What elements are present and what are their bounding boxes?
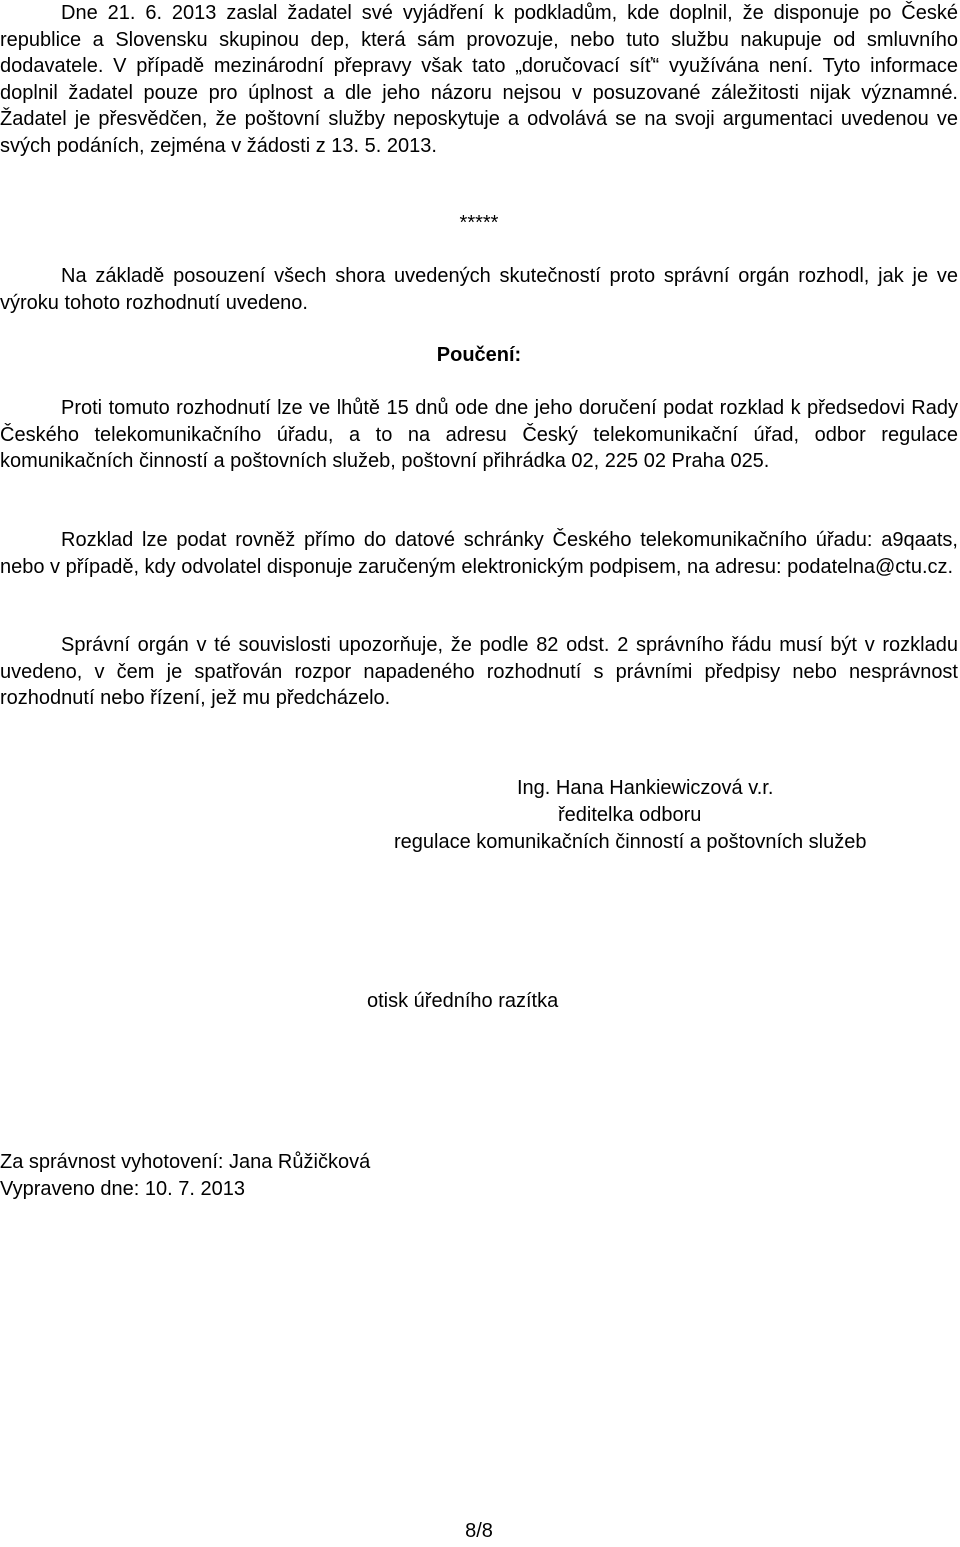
instruction-heading: Poučení: [436, 344, 522, 366]
page-number: 8/8 [465, 1520, 493, 1542]
paragraph-appeal-instruction: Proti tomuto rozhodnutí lze ve lhůtě 15 dnů ode dne jeho doručení podat rozklad k předsedovi Rady Českého telekomunikačního úřadu, a to na adresu Český telekomunikační úřad, odbor regulace komunikačních činností a poštovních služeb, poštovní přihrádka 02, 225 02 Praha 025. [0, 397, 958, 472]
signatory-department: regulace komunikačních činností a poštovních služeb [394, 831, 867, 853]
paragraph-data-box: Rozklad lze podat rovněž přímo do datové schránky Českého telekomunikačního úřadu: a9qaats, nebo v případě, kdy odvolatel disponuje zaručeným elektronickým podpisem, na adresu: podatelna@ctu.cz. [0, 529, 958, 578]
paragraph-appeal-requirements: Správní orgán v té souvislosti upozorňuje, že podle 82 odst. 2 správního řádu musí být v rozkladu uvedeno, v čem je spatřován rozpor napadeného rozhodnutí s právními předpisy nebo nesprávnost rozhodnutí nebo řízení, jež mu předcházelo. [0, 634, 958, 709]
official-stamp-note: otisk úředního razítka [367, 990, 559, 1012]
dispatch-date: Vypraveno dne: 10. 7. 2013 [0, 1178, 245, 1200]
section-separator: ***** [459, 212, 499, 234]
signatory-role: ředitelka odboru [558, 804, 702, 826]
signatory-name: Ing. Hana Hankiewiczová v.r. [517, 777, 774, 799]
prepared-by: Za správnost vyhotovení: Jana Růžičková [0, 1151, 371, 1173]
paragraph-applicant-statement: Dne 21. 6. 2013 zaslal žadatel své vyjádření k podkladům, kde doplnil, že disponuje po České republice a Slovensku skupinou dep, která sám provozuje, nebo tuto službu nakupuje od smluvního dodavatele. V případě mezinárodní přepravy však tato „doručovací síť“ využívána není. Tyto informace doplnil žadatel pouze pro úplnost a dle jeho názoru nejsou v posuzované záležitosti nijak významné. Žadatel je přesvědčen, že poštovní služby neposkytuje a odvolává se na svoji argumentaci uvedenou ve svých podáních, zejména v žádosti z 13. 5. 2013. [0, 2, 958, 157]
paragraph-decision-basis: Na základě posouzení všech shora uvedených skutečností proto správní orgán rozhodl, jak je ve výroku tohoto rozhodnutí uvedeno. [0, 265, 958, 314]
